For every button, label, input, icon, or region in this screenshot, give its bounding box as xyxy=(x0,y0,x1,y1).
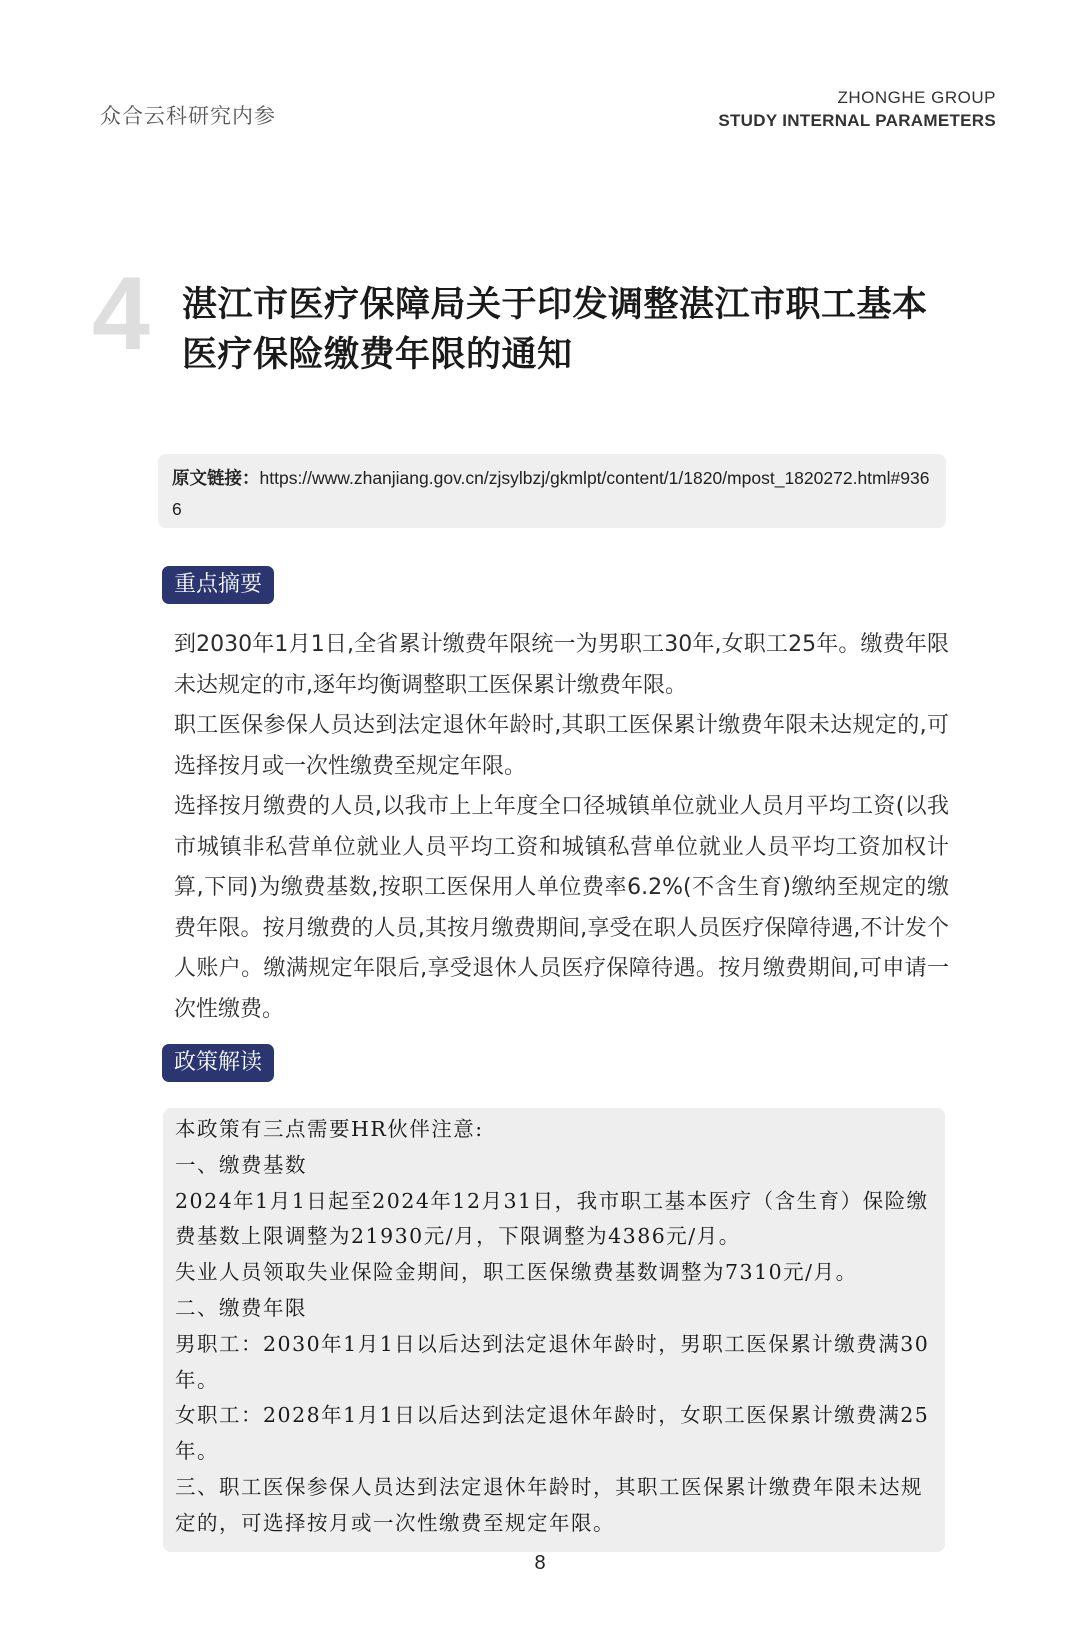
interpretation-line: 三、职工医保参保人员达到法定退休年龄时，其职工医保累计缴费年限未达规定的，可选择按月或一次性缴费至规定年限。 xyxy=(175,1474,923,1535)
interpretation-line: 男职工：2030年1月1日以后达到法定退休年龄时，男职工医保累计缴费满30年。 xyxy=(175,1331,930,1392)
source-link-label: 原文链接： xyxy=(172,469,260,489)
page-title: 湛江市医疗保障局关于印发调整湛江市职工基本医疗保险缴费年限的通知 xyxy=(182,285,928,375)
source-link-box xyxy=(158,454,946,528)
summary-tag: 重点摘要 xyxy=(162,566,274,604)
source-link-url[interactable]: https://www.zhanjiang.gov.cn/zjsylbzj/gkmlpt/content/1/1820/mpost_1820272.html#9366 xyxy=(172,468,930,519)
brand-header xyxy=(718,88,996,131)
brand-line-1: ZHONGHE GROUP xyxy=(837,88,996,107)
summary-text xyxy=(174,625,949,1030)
summary-paragraph: 职工医保参保人员达到法定退休年龄时,其职工医保累计缴费年限未达规定的,可选择按月或一次性缴费至规定年限。 xyxy=(174,713,949,779)
interpretation-line: 本政策有三点需要HR伙伴注意: xyxy=(175,1117,484,1141)
interpretation-heading: 二、缴费年限 xyxy=(175,1295,307,1320)
page-number: 8 xyxy=(534,1552,546,1574)
interpretation-line: 2024年1月1日起至2024年12月31日，我市职工基本医疗（含生育）保险缴费基数上限调整为21930元/月，下限调整为4386元/月。 xyxy=(175,1188,929,1249)
summary-paragraph: 选择按月缴费的人员,以我市上上年度全口径城镇单位就业人员月平均工资(以我市城镇非私营单位就业人员平均工资和城镇私营单位就业人员平均工资加权计算,下同)为缴费基数,按职工医保用人单位费率6.2%(不含生育)缴纳至规定的缴费年限。按月缴费的人员,其按月缴费期间,享受在职人员医疗保障待遇,不计发个人账户。缴满规定年限后,享受退休人员医疗保障待遇。按月缴费期间,可申请一次性缴费。 xyxy=(174,794,949,1022)
interpretation-heading: 一、缴费基数 xyxy=(175,1152,307,1177)
brand-line-2: STUDY INTERNAL PARAMETERS xyxy=(718,111,996,130)
publication-name: 众合云科研究内参 xyxy=(100,104,276,128)
interpretation-line: 失业人员领取失业保险金期间，职工医保缴费基数调整为7310元/月。 xyxy=(175,1260,858,1285)
interpretation-tag: 政策解读 xyxy=(162,1044,274,1082)
interpretation-box xyxy=(163,1108,945,1552)
interpretation-line: 女职工：2028年1月1日以后达到法定退休年龄时，女职工医保累计缴费满25年。 xyxy=(175,1403,930,1464)
summary-paragraph: 到2030年1月1日,全省累计缴费年限统一为男职工30年,女职工25年。缴费年限未达规定的市,逐年均衡调整职工医保累计缴费年限。 xyxy=(174,632,949,698)
section-number: 4 xyxy=(92,256,150,372)
